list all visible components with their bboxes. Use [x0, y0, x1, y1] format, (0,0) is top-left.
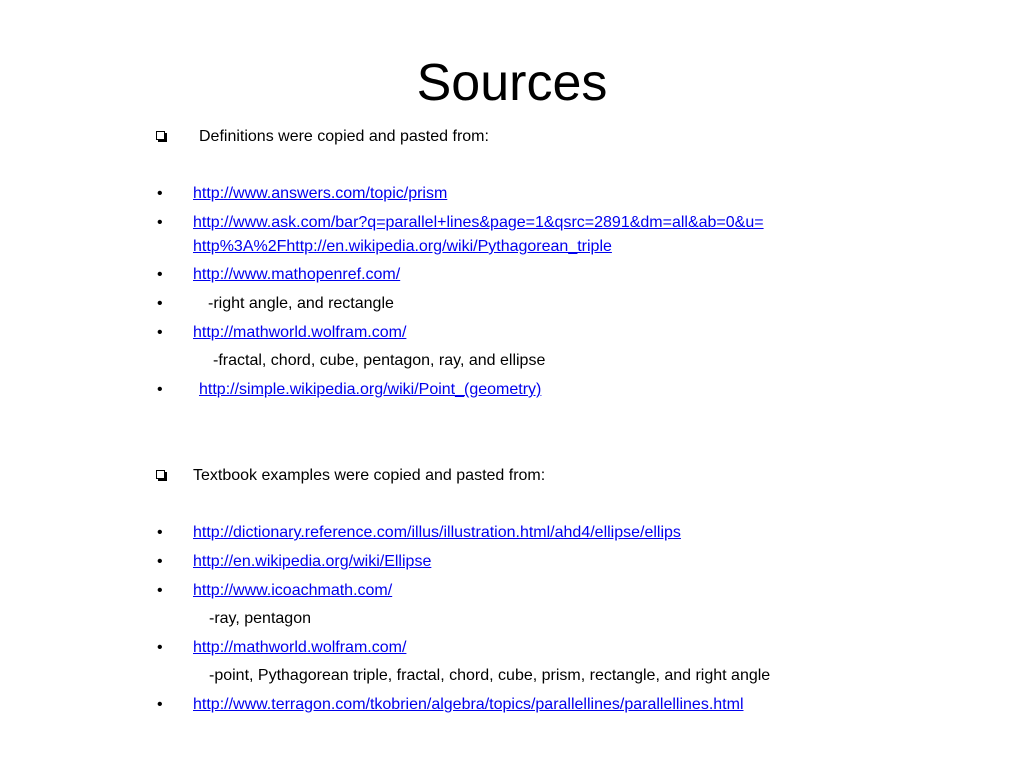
bullet-icon: • — [157, 185, 163, 202]
checkbox-bullet-icon — [156, 131, 165, 140]
source-note: -right angle, and rectangle — [208, 295, 394, 312]
bullet-icon: • — [157, 214, 163, 231]
source-link-continued[interactable]: http%3A%2Fhttp://en.wikipedia.org/wiki/Pythagorean_triple — [193, 238, 612, 255]
source-note: -point, Pythagorean triple, fractal, chord, cube, prism, rectangle, and right angle — [209, 667, 771, 684]
source-link[interactable]: http://www.mathopenref.com/ — [193, 266, 401, 283]
bullet-icon: • — [157, 582, 163, 599]
source-link[interactable]: http://mathworld.wolfram.com/ — [193, 324, 407, 341]
source-link[interactable]: http://en.wikipedia.org/wiki/Ellipse — [193, 553, 432, 570]
source-link[interactable]: http://www.answers.com/topic/prism — [193, 185, 448, 202]
section2-heading: Textbook examples were copied and pasted from: — [193, 467, 546, 484]
source-link[interactable]: http://www.terragon.com/tkobrien/algebra/topics/parallellines/parallellines.html — [193, 696, 744, 713]
source-link[interactable]: http://www.ask.com/bar?q=parallel+lines&page=1&qsrc=2891&dm=all&ab=0&u= — [193, 214, 764, 231]
bullet-icon: • — [157, 553, 163, 570]
bullet-icon: • — [157, 524, 163, 541]
source-note: -fractal, chord, cube, pentagon, ray, and ellipse — [213, 352, 546, 369]
source-link[interactable]: http://simple.wikipedia.org/wiki/Point_(geometry) — [199, 381, 542, 398]
source-note: -ray, pentagon — [209, 610, 311, 627]
bullet-icon: • — [157, 266, 163, 283]
bullet-icon: • — [157, 324, 163, 341]
source-link[interactable]: http://dictionary.reference.com/illus/illustration.html/ahd4/ellipse/ellips — [193, 524, 681, 541]
slide-title: Sources — [416, 54, 608, 112]
checkbox-bullet-icon — [156, 470, 165, 479]
source-link[interactable]: http://mathworld.wolfram.com/ — [193, 639, 407, 656]
bullet-icon: • — [157, 295, 163, 312]
section1-heading: Definitions were copied and pasted from: — [199, 128, 489, 145]
bullet-icon: • — [157, 381, 163, 398]
source-link[interactable]: http://www.icoachmath.com/ — [193, 582, 393, 599]
bullet-icon: • — [157, 696, 163, 713]
bullet-icon: • — [157, 639, 163, 656]
